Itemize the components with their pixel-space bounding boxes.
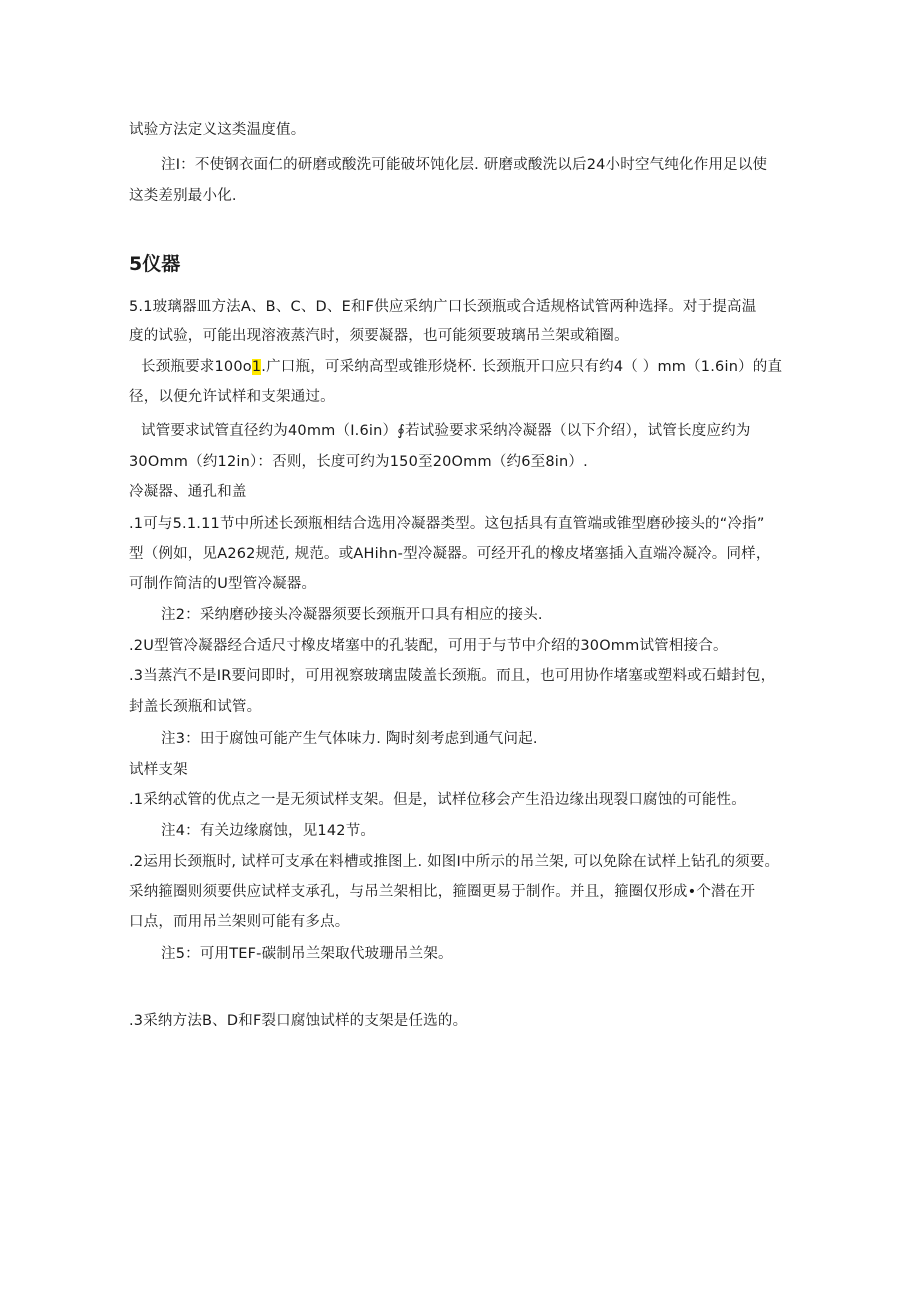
text-line: 度的试验，可能出现溶液蒸汽时，须要凝器，也可能须要玻璃吊兰架或箱圈。 bbox=[129, 328, 629, 344]
subheading: 冷凝器、通孔和盖 bbox=[129, 484, 247, 500]
text-segment: 长颈瓶要求100o bbox=[141, 359, 252, 375]
note-line: 注2：采纳磨砂接头冷凝器须要长颈瓶开口具有相应的接头. bbox=[161, 607, 543, 623]
text-line: .1采纳忒管的优点之一是无须试样支架。但是，试样位移会产生沿边缘出现裂口腐蚀的可能性。 bbox=[129, 792, 746, 808]
text-line: .1可与5.1.11节中所述长颈瓶相结合选用冷凝器类型。这包括具有直管端或锥型磨砂接头的“冷指” bbox=[129, 516, 765, 532]
text-line: 30Omm（约12in）：否则，长度可约为150至20Omm（约6至8in）. bbox=[129, 454, 588, 470]
text-line: 型（例如，见A262规范, 规范。或AHihn-型冷凝器。可经开孔的橡皮堵塞插入直端冷凝冷。同样， bbox=[129, 546, 771, 562]
highlighted-text: 1 bbox=[251, 359, 262, 375]
text-line: 这类差别最小化. bbox=[129, 188, 237, 204]
text-line: 试管要求试管直径约为40mm（I.6in）∮若试验要求采纳冷凝器（以下介绍），试管长度应约为 bbox=[141, 423, 751, 439]
text-line: 径，以便允许试样和支架通过。 bbox=[129, 389, 335, 405]
text-line: .3当蒸汽不是IR要问即时，可用视察玻璃盅陵盖长颈瓶。而且，也可用协作堵塞或塑料或石蜡封包， bbox=[129, 668, 776, 684]
text-line bbox=[141, 356, 782, 378]
subheading: 试样支架 bbox=[129, 762, 188, 778]
note-line: 注I：不使钢衣面仁的研磨或酸洗可能破坏饨化层. 研磨或酸洗以后24小时空气纯化作用足以使 bbox=[161, 157, 768, 173]
text-segment: .广口瓶，可采纳高型或锥形烧杯. 长颈瓶开口应只有约4（ ）mm（1.6in）的直 bbox=[261, 359, 783, 375]
note-line: 注5：可用TEF-碳制吊兰架取代玻珊吊兰架。 bbox=[161, 946, 453, 962]
text-line: .2U型管冷凝器经合适尺寸橡皮堵塞中的孔装配，可用于与节中介绍的30Omm试管相接合。 bbox=[129, 638, 728, 654]
note-line: 注3：田于腐蚀可能产生气体味力. 陶时刻考虑到通气问起. bbox=[161, 731, 538, 747]
section-heading: 5仪器 bbox=[129, 253, 181, 275]
text-line: 封盖长颈瓶和试管。 bbox=[129, 699, 262, 715]
note-line: 注4：有关边缘腐蚀，见142节。 bbox=[161, 823, 376, 839]
text-line: 采纳箍圈则须要供应试样支承孔，与吊兰架相比，箍圈更易于制作。并且，箍圈仅形成•个潜在开 bbox=[129, 884, 756, 900]
text-line: .3采纳方法B、D和F裂口腐蚀试样的支架是任选的。 bbox=[129, 1013, 468, 1029]
text-line: .2运用长颈瓶时, 试样可支承在料槽或推图上. 如图I中所示的吊兰架, 可以免除在试样上钻孔的须要。 bbox=[129, 854, 780, 870]
text-line: 口点，而用吊兰架则可能有多点。 bbox=[129, 914, 350, 930]
text-line: 可制作简洁的U型管冷凝器。 bbox=[129, 576, 317, 592]
text-line: 试验方法定义这类温度值。 bbox=[129, 122, 306, 138]
text-line: 5.1玻璃器皿方法A、B、C、D、E和F供应采纳广口长颈瓶或合适规格试管两种选择。对于提高温 bbox=[129, 299, 757, 315]
